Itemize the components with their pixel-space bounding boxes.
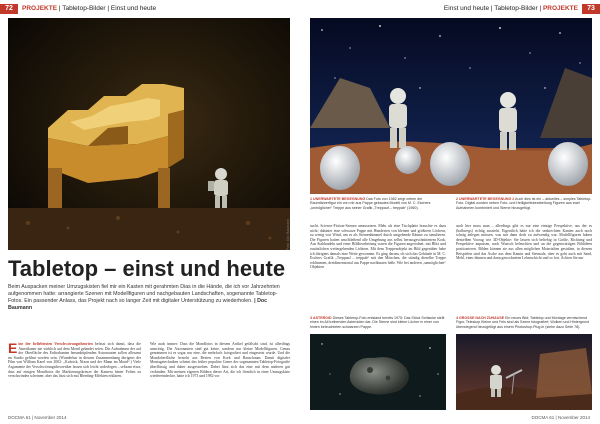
astronauts-photo-graphic xyxy=(310,18,592,194)
header-text-right: Einst und heute | Tabletop-Bilder | xyxy=(443,5,542,12)
body-column-1-right: sucht, Science-Fiction-Szenen umzusetzen. Mehr als eine Tischplatte brauchte es dazu nicht; dahinter eine schwarze Pappe mit Hunderten von kleinen und größeren Löchern, zu wenig war Wind, um es als Sternenhimmel durch umgebende Räume zu simulieren. Die Figuren hatten anschließend alle Umgebung aus selbst herausgeschnittenem Kork. Aus Stahlnadeln und einer Bildbearbeitung waren die Figuren angeordnet, mit Blitz und zusätzlichen weitergehenden Lichtern. Mit dem Treppenobjekt im Bild gegenüber habe ich übrigens damals eine Wette gewonnen. Es ging darum, ob sich das Gebäude in M. C. Eschers Grafik „Treppauf – treppab“ mit den Mönchen, die ständig dieselbe Treppe erklimmen, dreidimensional aus Pappe nachbauen ließe. Wie bei anderen „unmöglichen“ Objekten xyxy=(310,224,446,270)
caption-1-number: 1 xyxy=(310,197,312,201)
photo-telescope xyxy=(456,334,592,410)
telescope-photo-graphic xyxy=(456,334,592,410)
hero-photo-escher-stairs xyxy=(8,18,290,250)
lead-paragraph xyxy=(8,284,290,312)
caption-2-number: 2 xyxy=(456,197,458,201)
running-header-right xyxy=(444,4,578,14)
photo-astronauts-eggs xyxy=(310,18,592,194)
lead-text: Beim Auspacken meiner Umzugskisten fiel mir ein Kasten mit gerahmten Dias in die Hände, die ich vor Jahrzehnten aufgenommen hatte: arrangierte Szenen mit Modellfiguren und nachgebauten Landschaften, sogenannte Tabletop-Fotos. Ein passender Anlass, das Projekt nach so langer Zeit mit digitaler Unterstützung zu wiederholen. xyxy=(8,284,280,304)
photo-asteroid xyxy=(310,334,446,410)
page-number-left: 72 xyxy=(0,4,18,14)
caption-4 xyxy=(456,316,592,332)
section-label-left: PROJEKTE xyxy=(22,5,58,12)
caption-3-title: ASTEROID xyxy=(313,316,332,320)
caption-4-title: GRÖSSE NACH ZUHAUSE xyxy=(459,316,505,320)
author-byline: | Doc Baumann xyxy=(8,297,268,311)
caption-2 xyxy=(456,197,592,221)
body-intro: ine der beliebtesten Verschwörungstheorien xyxy=(18,342,93,346)
section-label-right: PROJEKTE xyxy=(542,5,578,12)
drop-cap: E xyxy=(8,342,18,356)
photo-credit: Foto: Doc Baumann xyxy=(286,218,290,250)
footer-right: DOCMA 61 | November 2014 xyxy=(531,415,590,420)
body-text-1: befasst sich damit, dass die Amerikaner nie wirklich auf dem Mond gelandet seien. Die Aufnahmen der auf der Oberfläche des Erdtrabanten herumhüpfenden Astronauten sollen allesamt im Studio gefilmt worden sein. (Wunderbar in diesem Zusammenhang übrigens der Film von William Karel von 2002: „Kubrick, Nixon und der Mann im Mond“.) Viele Argumente der Verschwörungstheoretiker lassen sich leicht widerlegen – seltsam etwa, dass auf einigen Mondfotos die Markierungskreuze der Kamera hinter Folien zu verschwinden scheinen; aber das lässt sich mit Bleeding-Effekten erklären. xyxy=(8,342,141,379)
right-page xyxy=(300,0,600,424)
header-text-left: | Tabletop-Bilder | Einst und heute xyxy=(58,5,157,12)
running-header-left xyxy=(22,4,156,14)
caption-3 xyxy=(310,316,446,332)
body-column-2-right: auch hier muss man – allerdings gibt es nur eine einzige Perspektive, aus der es (halbwegs) richtig aussieht. Eigentlich hätte ich die senkrechten Kanten auch noch schräg anlegen müssen, was mir dann doch zu aufwendig war. Modellfiguren haben denselben Vorzug wie 3D-Objekte: Sie lassen sich beliebig in Größe, Richtung und Perspektive anpassen, nach Wunsch beleuchten und an die gegenwärtigen Bildideen positionieren. Bilden können sie aus allen möglichen Materialien gestalten, in diesem Beispielen sind das Asche aus dem Kamin und Steinsalz; aber es geht auch mit Sand, Mehl, einer dünnen und dann getrockneten Lehmschicht und so fort. Achten Sie nur xyxy=(456,224,592,261)
hero-photo-graphic xyxy=(8,18,290,250)
caption-4-text: Ein neues Bild; Tabletop und Montage vermischend Figur, Teleskop Kleine und Fels sind als Szene fotografiert; Wolken und Hintergrund überwiegend hinzugefügt aus einem Photoshop-Plug-in (siehe dazu Seite 78). xyxy=(456,316,590,329)
asteroid-photo-graphic xyxy=(310,334,446,410)
footer-left: DOCMA 61 | November 2014 xyxy=(8,415,67,420)
caption-3-number: 3 xyxy=(310,316,312,320)
page-number-right: 73 xyxy=(582,4,600,14)
caption-1 xyxy=(310,197,446,221)
caption-1-title: UNERWARTETE BEGEGNUNG xyxy=(313,197,366,201)
caption-3-text: Dieses Tabletop-Foto entstand bereits 1975: Das Stück Schlacke stellt einen im All treibenden Asteroiden dar. Die Sterne sind kleine Löcher in einer von hinten beleuchteten schwarzen Pappe. xyxy=(310,316,445,329)
body-column-2-left: Wie auch immer: Dass die Mondfotos in diesem Artikel gefälscht sind, ist allerdings unstrittig. Die Astronauten sind gut keine, sondern nur kleine Modellfiguren. Genau genommen ist es sogar nur eine, die mehrfach fotografiert und eingesetzt wurde. Und die Mondoberfläche besteht aus Resten von Kork und Bauschaum. Damit digitaler Montagetechniken scheint das früher populäre Genre der sogenannten Tabletop-Fotografie überflüssig und daher ausgestorben. Dabei lässt sich das eine mit dem anderen gut verbinden. Mit meinen eigenen Bildern dieser Art, die ich förmlich in einer Umzugskiste wiederentdeckte, hatte ich 1973 und 1982 vor xyxy=(150,342,290,379)
caption-2-text: Auch dies ist ein – aktuelles – simples Tabletop-Foto. Digital wurden neben Foto- und Helligkeitsbearbeitung Figuren aus zwei Aufnahmen kombiniert und Sterne hinzugefügt. xyxy=(456,197,592,210)
caption-4-number: 4 xyxy=(456,316,458,320)
body-column-1-left xyxy=(8,342,141,414)
article-title: Tabletop – einst und heute xyxy=(8,256,286,281)
caption-1-text: Das Foto von 1982 zeigt neben der Raumfahrerfigur ein von mir aus Pappe gebautes Modell von M. C. Eschers „unmöglicher“ Treppe aus seiner Grafik „Treppauf – treppab“ (1960). xyxy=(310,197,431,210)
caption-2-title: UNERWARTETE BEGEGNUNG 2 xyxy=(459,197,515,201)
